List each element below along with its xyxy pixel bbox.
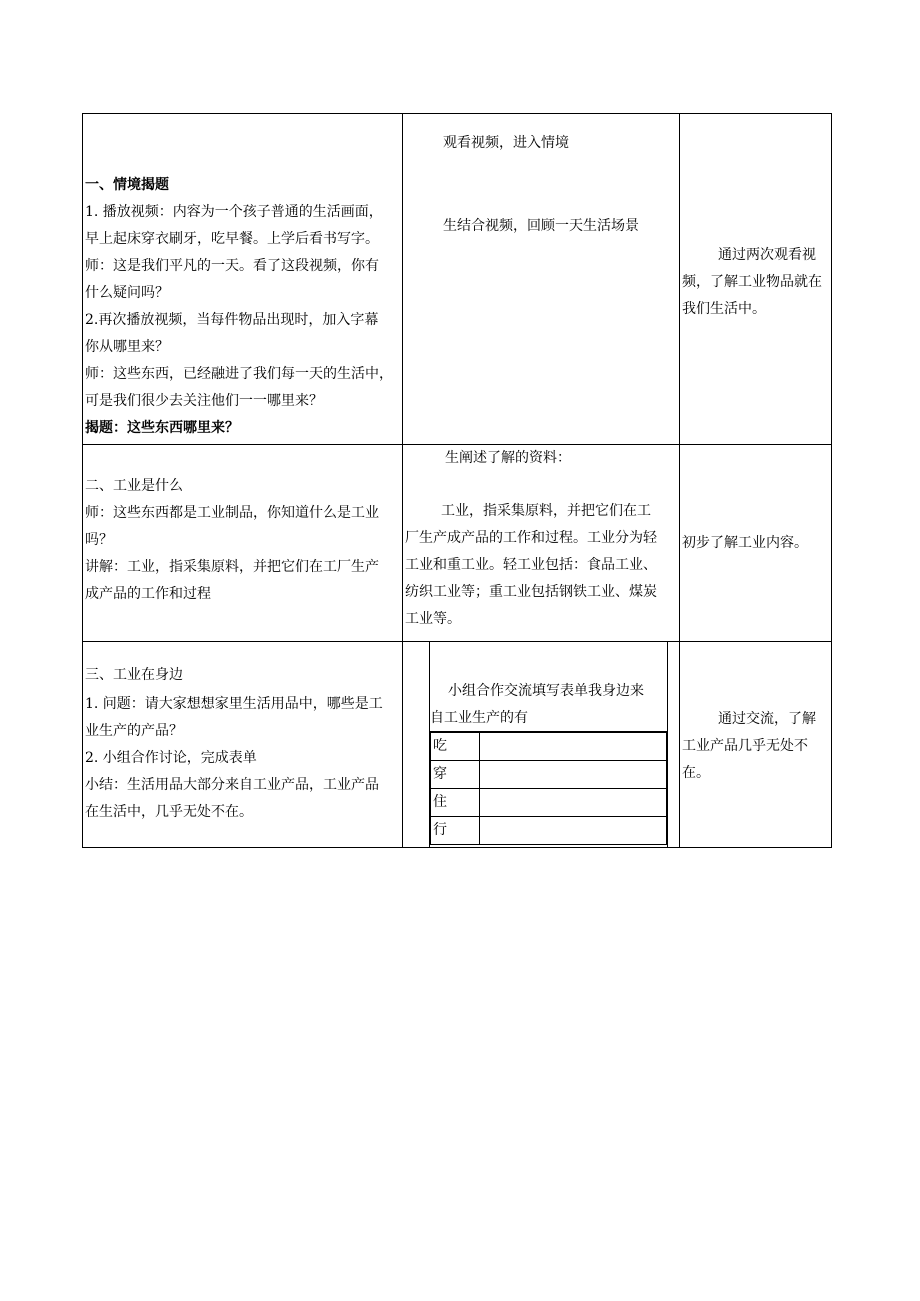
text-line: 小结：生活用品大部分来自工业产品，工业产品 (85, 777, 379, 793)
teaching-process-cell (83, 445, 403, 642)
text-line: 2.再次播放视频，当每件物品出现时，加入字幕 (85, 312, 379, 328)
design-intent-cell (680, 642, 832, 848)
student-activity-cell (403, 114, 680, 445)
text-line: 纺织工业等；重工业包括钢铁工业、煤炭 (405, 584, 657, 600)
text-line: 生阐述了解的资料： (445, 450, 571, 466)
inner-spacer (667, 642, 679, 847)
teaching-process-cell (83, 642, 403, 848)
text-line: 师：这些东西，已经融进了我们每一天的生活中， (85, 366, 393, 382)
design-intent-cell (680, 445, 832, 642)
form-label: 穿 (431, 761, 480, 789)
text-line: 业生产的产品？ (85, 723, 183, 739)
text-line: 什么疑问吗？ (85, 285, 169, 301)
text-line: 我们生活中。 (682, 301, 766, 317)
text-line: 初步了解工业内容。 (682, 534, 808, 551)
teaching-process-cell (83, 114, 403, 445)
form-label: 行 (431, 817, 480, 845)
text-line: 可是我们很少去关注他们一一哪里来？ (85, 393, 323, 409)
form-label: 吃 (431, 733, 480, 761)
text-line: 观看视频，进入情境 (443, 135, 569, 151)
form-row (431, 761, 667, 789)
text-line: 工业产品几乎无处不 (682, 738, 808, 754)
form-row (431, 789, 667, 817)
text-line: 1. 播放视频：内容为一个孩子普通的生活画面， (85, 204, 383, 220)
form-input[interactable] (480, 789, 667, 817)
form-row (431, 733, 667, 761)
student-activity-cell (403, 642, 680, 848)
form-heading: 小组合作交流填写表单我身边来 (448, 683, 644, 699)
text-line: 在生活中，几乎无处不在。 (85, 804, 253, 820)
text-line: 频，了解工业物品就在 (682, 274, 822, 290)
text-line: 在。 (682, 765, 710, 781)
form-input[interactable] (480, 733, 667, 761)
section-heading: 二、工业是什么 (85, 478, 183, 494)
design-intent-cell (680, 114, 832, 445)
student-activity-cell (403, 445, 680, 642)
text-line: 通过两次观看视 (718, 247, 816, 263)
form-table (430, 732, 667, 845)
text-line: 2. 小组合作讨论，完成表单 (85, 750, 257, 766)
form-label: 住 (431, 789, 480, 817)
text-line: 工业，指采集原料，并把它们在工 (441, 503, 651, 519)
section-heading: 三、工业在身边 (85, 667, 183, 683)
text-line: 1. 问题：请大家想想家里生活用品中，哪些是工 (85, 696, 383, 712)
lesson-plan-table (82, 113, 832, 848)
text-line: 早上起床穿衣刷牙，吃早餐。上学后看书写字。 (85, 231, 379, 247)
section-summary: 揭题：这些东西哪里来？ (85, 420, 239, 436)
text-line: 工业和重工业。轻工业包括：食品工业、 (405, 557, 657, 573)
text-line: 你从哪里来？ (85, 339, 169, 355)
text-line: 师：这是我们平凡的一天。看了这段视频，你有 (85, 258, 379, 274)
form-row (431, 817, 667, 845)
form-input[interactable] (480, 817, 667, 845)
form-heading: 自工业生产的有 (430, 710, 528, 726)
text-line: 生结合视频，回顾一天生活场景 (443, 218, 639, 234)
text-line: 工业等。 (405, 611, 461, 627)
form-input[interactable] (480, 761, 667, 789)
text-line: 厂生产成产品的工作和过程。工业分为轻 (405, 530, 657, 546)
table-row (83, 642, 832, 848)
group-form (430, 642, 667, 847)
table-row (83, 445, 832, 642)
text-line: 吗？ (85, 532, 113, 548)
table-row (83, 114, 832, 445)
section-heading: 一、情境揭题 (85, 177, 169, 193)
text-line: 成产品的工作和过程 (85, 586, 211, 602)
text-line: 讲解：工业，指采集原料，并把它们在工厂生产 (85, 559, 379, 575)
text-line: 师：这些东西都是工业制品，你知道什么是工业 (85, 505, 379, 521)
text-line: 通过交流，了解 (718, 711, 816, 727)
inner-spacer (403, 642, 430, 847)
